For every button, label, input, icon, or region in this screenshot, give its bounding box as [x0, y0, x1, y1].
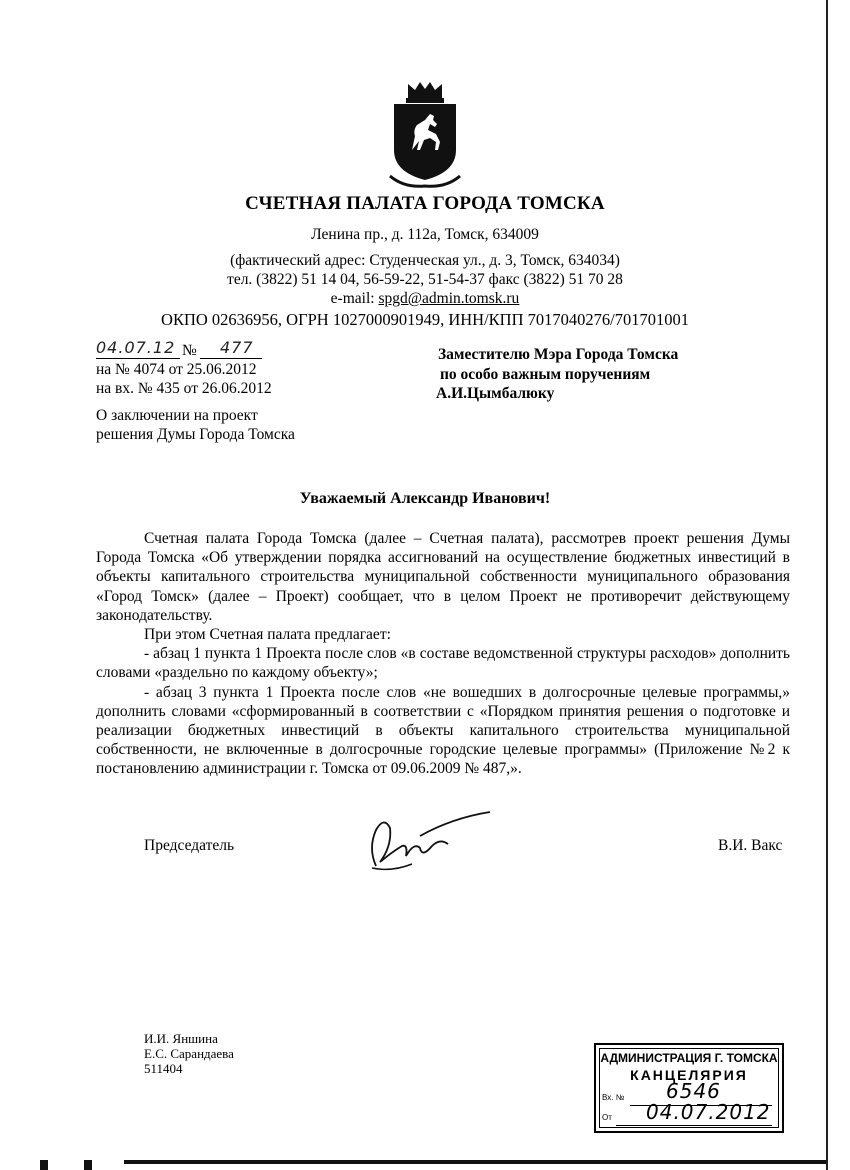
- executor-phone: 511404: [144, 1061, 183, 1076]
- signer-position: Председатель: [144, 837, 235, 854]
- recipient-name: А.И.Цымбалюку: [436, 385, 555, 402]
- phone-fax: тел. (3822) 51 14 04, 56-59-22, 51-54-37 факс (3822) 51 70 28: [227, 271, 623, 288]
- outgoing-date-field: [96, 338, 180, 359]
- stamp-incoming-label: Вх. №: [602, 1093, 625, 1102]
- executor-1: И.И. Яншина: [144, 1031, 218, 1046]
- registration-stamp: [594, 1043, 784, 1133]
- stamp-date: 04.07.2012: [646, 1100, 771, 1124]
- scan-mark: [40, 1160, 48, 1170]
- stamp-date-label: От: [602, 1113, 612, 1122]
- scan-mark: [84, 1160, 92, 1170]
- executor-2: Е.С. Сарандаева: [144, 1046, 234, 1061]
- scan-right-border: [826, 0, 828, 1170]
- email-link[interactable]: spgd@admin.tomsk.ru: [378, 290, 520, 307]
- email-label: e-mail:: [330, 290, 379, 307]
- greeting: Уважаемый Александр Иванович!: [299, 490, 551, 507]
- postal-address: Ленина пр., д. 112а, Томск, 634009: [311, 226, 539, 243]
- subject-line-1: О заключении на проект: [96, 407, 258, 424]
- stamp-date-line: [616, 1125, 772, 1126]
- registration-codes: ОКПО 02636956, ОГРН 1027000901949, ИНН/КПП 7017040276/701701001: [161, 310, 689, 329]
- coat-of-arms-icon: [384, 80, 466, 188]
- organization-title: СЧЕТНАЯ ПАЛАТА ГОРОДА ТОМСКА: [245, 193, 605, 214]
- outgoing-date: 04.07.12: [96, 338, 176, 357]
- stamp-organization: АДМИНИСТРАЦИЯ Г. ТОМСКА: [600, 1051, 778, 1065]
- paragraph: При этом Счетная палата предлагает:: [144, 626, 391, 644]
- outgoing-number: 477: [220, 338, 254, 357]
- paragraph: - абзац 3 пункта 1 Проекта после слов «не вошедших в долгосрочные целевые программы,» дополнить словами «сформированный в соответствии с «Порядком принятия решения о подготовке и реализации бюджетных инвестиций в объекты капитального строительства муниципальной собственности, не включенные в долгосрочные городские целевые программы» (Приложение №2 к постановлению администрации г. Томска от 09.06.2009 № 487,».: [96, 683, 790, 778]
- actual-address: (фактический адрес: Студенческая ул., д. 3, Томск, 634034): [230, 252, 620, 269]
- signer-name: В.И. Вакс: [718, 837, 783, 854]
- recipient-line-1: Заместителю Мэра Города Томска: [438, 346, 679, 363]
- scan-bottom-border: [124, 1160, 826, 1164]
- paragraph: Счетная палата Города Томска (далее – Счетная палата), рассмотрев проект решения Думы Города Томска «Об утверждении порядка ассигнований на осуществление бюджетных инвестиций в объекты капитального строительства муниципальной собственности муниципального образования «Город Томск» (далее – Проект) сообщает, что в целом Проект не противоречит действующему законодательству.: [96, 530, 790, 624]
- number-sign: №: [182, 342, 197, 359]
- recipient-line-2: по особо важным поручениям: [440, 366, 651, 383]
- letter-body: [96, 529, 790, 779]
- paragraph: - абзац 1 пункта 1 Проекта после слов «в составе ведомственной структуры расходов» дополнить словами «раздельно по каждому объекту»;: [96, 645, 790, 682]
- stamp-incoming-number: 6546: [666, 1079, 721, 1103]
- outgoing-number-field: [200, 338, 262, 359]
- reference-1: на № 4074 от 25.06.2012: [96, 361, 257, 378]
- subject-line-2: решения Думы Города Томска: [96, 426, 295, 443]
- stamp-department: КАНЦЕЛЯРИЯ: [630, 1067, 748, 1083]
- handwritten-signature: [362, 808, 498, 876]
- email-line: [0, 290, 850, 308]
- reference-2: на вх. № 435 от 26.06.2012: [96, 380, 272, 397]
